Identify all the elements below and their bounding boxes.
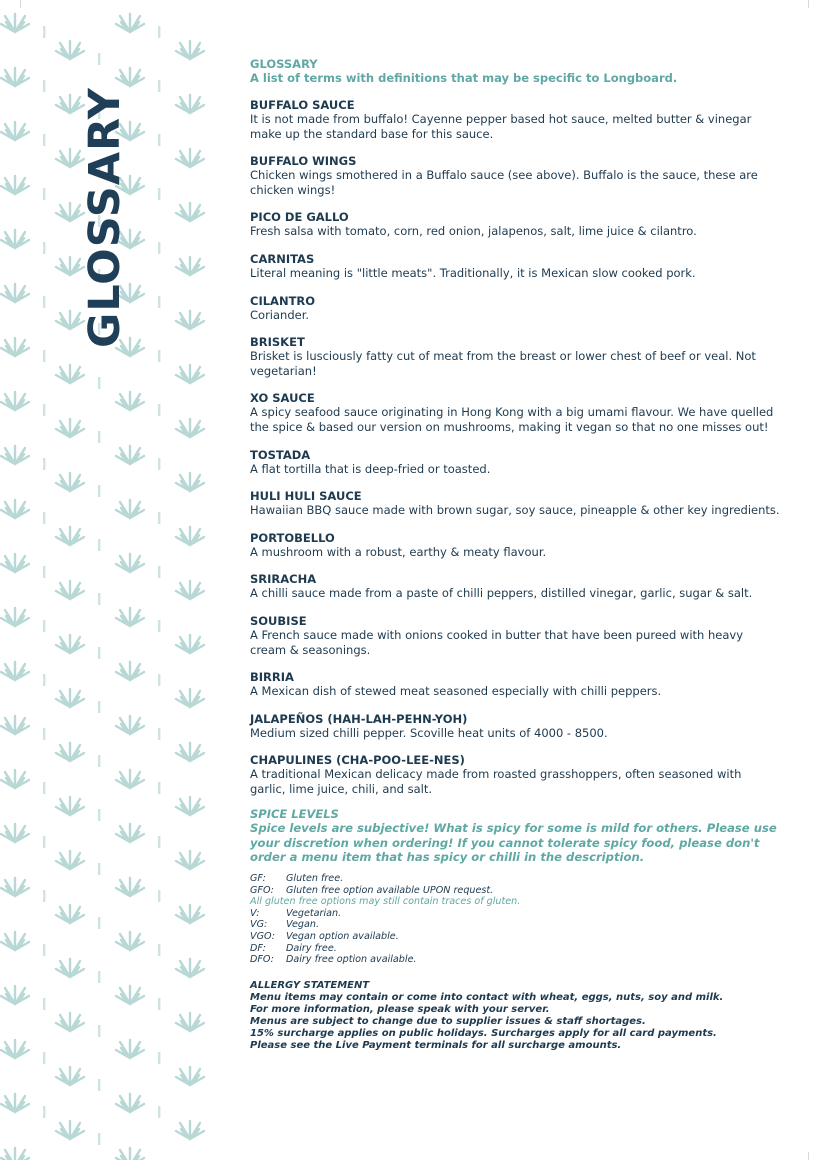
leaf-motif (1, 878, 29, 896)
leaf-motif (56, 905, 84, 923)
leaf-motif (1, 1040, 29, 1058)
crop-mark (808, 1152, 809, 1160)
leaf-motif (56, 365, 84, 383)
leaf-motif (176, 635, 204, 653)
stem-motif (158, 890, 160, 902)
term-name: BUFFALO WINGS (250, 154, 357, 169)
stem-motif (158, 26, 160, 38)
stem-motif (158, 80, 160, 92)
leaf-motif (176, 419, 204, 437)
stem-motif (158, 296, 160, 308)
leaf-motif (56, 959, 84, 977)
leaf-motif (116, 662, 144, 680)
stem-motif (43, 998, 45, 1010)
stem-motif (158, 404, 160, 416)
term-sriracha (250, 572, 780, 601)
leaf-motif (176, 581, 204, 599)
term-definition: Brisket is lusciously fatty cut of meat from the breast or lower chest of beef or veal. Not vegetarian! (250, 349, 756, 378)
leaf-motif (56, 851, 84, 869)
leaf-motif (1, 932, 29, 950)
term-definition: A mushroom with a robust, earthy & meaty flavour. (250, 544, 547, 559)
gluten-note: All gluten free options may still contain traces of gluten. (250, 896, 521, 908)
code-key: V: (250, 907, 260, 919)
term-portobello (250, 531, 780, 560)
code-key: GF: (250, 872, 266, 884)
stem-motif (43, 80, 45, 92)
stem-motif (158, 566, 160, 578)
term-pico-de-gallo (250, 210, 780, 239)
code-row-dfo (250, 954, 780, 966)
glossary-heading: GLOSSARY (250, 57, 318, 71)
stem-motif (98, 863, 100, 875)
term-definition: A chilli sauce made from a paste of chilli peppers, distilled vinegar, garlic, sugar & salt. (250, 586, 753, 601)
leaf-motif (176, 959, 204, 977)
stem-motif (43, 782, 45, 794)
stem-motif (158, 134, 160, 146)
leaf-motif (56, 527, 84, 545)
stem-motif (43, 296, 45, 308)
term-carnitas (250, 252, 780, 281)
leaf-motif (116, 878, 144, 896)
stem-motif (43, 890, 45, 902)
code-key: VGO: (250, 930, 275, 942)
code-text: Vegan option available. (286, 930, 399, 942)
stem-motif (158, 188, 160, 200)
stem-motif (43, 404, 45, 416)
leaf-motif (176, 797, 204, 815)
stem-motif (98, 431, 100, 443)
term-name: HULI HULI SAUCE (250, 489, 362, 504)
stem-motif (43, 1106, 45, 1118)
leaf-motif (1, 770, 29, 788)
term-definition: A traditional Mexican delicacy made from roasted grasshoppers, often seasoned with garlic, lime juice, chili, and salt. (250, 767, 742, 796)
stem-motif (158, 836, 160, 848)
stem-motif (158, 1106, 160, 1118)
leaf-motif (1, 338, 29, 356)
term-huli-huli-sauce (250, 489, 780, 518)
code-key: DF: (250, 942, 266, 954)
term-chapulines (250, 753, 780, 796)
leaf-motif (1, 14, 29, 32)
term-buffalo-wings (250, 154, 780, 197)
leaf-motif (1, 446, 29, 464)
stem-motif (98, 539, 100, 551)
leaf-motif (56, 1121, 84, 1139)
leaf-motif (1, 230, 29, 248)
stem-motif (43, 188, 45, 200)
spice-levels-text: Spice levels are subjective! What is spicy for some is mild for others. Please use your discretion when ordering! If you cannot tolerate spicy food, please don't order a menu item that has spicy or chilli in the description. (250, 821, 777, 865)
term-brisket (250, 335, 780, 378)
leaf-motif (116, 1040, 144, 1058)
term-name: CILANTRO (250, 293, 316, 308)
stem-motif (98, 647, 100, 659)
leaf-motif (116, 824, 144, 842)
leaf-motif (1, 824, 29, 842)
crop-mark (808, 0, 809, 8)
leaf-motif (176, 743, 204, 761)
stem-motif (43, 1052, 45, 1064)
term-name: SRIRACHA (250, 572, 317, 587)
code-text: Vegetarian. (286, 907, 342, 919)
term-name: CARNITAS (250, 251, 315, 266)
leaf-motif (176, 851, 204, 869)
code-text: Dairy free option available. (286, 954, 417, 966)
leaf-motif (116, 392, 144, 410)
leaf-motif (1, 1094, 29, 1112)
dietary-codes (250, 873, 780, 966)
leaf-motif (1, 1148, 29, 1160)
stem-motif (43, 728, 45, 740)
leaf-motif (116, 716, 144, 734)
stem-motif (158, 242, 160, 254)
leaf-motif (176, 95, 204, 113)
leaf-motif (56, 797, 84, 815)
term-soubise (250, 614, 780, 657)
leaf-motif (116, 554, 144, 572)
term-jalapenos (250, 712, 780, 741)
term-name: XO SAUCE (250, 391, 315, 406)
leaf-motif (1, 716, 29, 734)
stem-motif (158, 512, 160, 524)
leaf-motif (1, 284, 29, 302)
leaf-motif (1, 608, 29, 626)
stem-motif (158, 998, 160, 1010)
term-definition: Medium sized chilli pepper. Scoville heat units of 4000 - 8500. (250, 725, 608, 740)
term-name: CHAPULINES (CHA-POO-LEE-NES) (250, 753, 465, 768)
leaf-motif (176, 473, 204, 491)
term-name: JALAPEÑOS (HAH-LAH-PEHN-YOH) (250, 711, 468, 726)
leaf-motif (116, 446, 144, 464)
leaf-motif (176, 1013, 204, 1031)
allergy-line: Menu items may contain or come into contact with wheat, eggs, nuts, soy and milk. (250, 991, 724, 1003)
term-name: BRISKET (250, 335, 305, 350)
term-name: PICO DE GALLO (250, 210, 349, 225)
leaf-motif (116, 932, 144, 950)
vertical-glossary-title (80, 87, 130, 350)
stem-motif (98, 971, 100, 983)
term-name: TOSTADA (250, 447, 311, 462)
leaf-motif (116, 500, 144, 518)
code-text: Dairy free. (286, 942, 337, 954)
leaf-motif (176, 1067, 204, 1085)
stem-motif (158, 674, 160, 686)
term-definition: It is not made from buffalo! Cayenne pepper based hot sauce, melted butter & vinegar make up the standard base for this sauce. (250, 112, 752, 141)
stem-motif (43, 674, 45, 686)
code-row-v (250, 908, 780, 920)
term-definition: A Mexican dish of stewed meat seasoned especially with chilli peppers. (250, 684, 662, 699)
allergy-line: Please see the Live Payment terminals for all surcharge amounts. (250, 1039, 622, 1051)
term-cilantro (250, 294, 780, 323)
glossary-content (250, 57, 780, 1052)
crop-mark (20, 0, 21, 8)
stem-motif (158, 728, 160, 740)
code-text: Vegan. (286, 919, 320, 931)
stem-motif (98, 53, 100, 65)
allergy-statement (250, 980, 780, 1052)
term-definition: Fresh salsa with tomato, corn, red onion, jalapenos, salt, lime juice & cilantro. (250, 224, 697, 239)
term-definition: Literal meaning is "little meats". Traditionally, it is Mexican slow cooked pork. (250, 265, 696, 280)
term-tostada (250, 448, 780, 477)
leaf-motif (56, 473, 84, 491)
stem-motif (98, 701, 100, 713)
leaf-motif (116, 1148, 144, 1160)
leaf-motif (1, 554, 29, 572)
leaf-motif (1, 986, 29, 1004)
stem-motif (158, 458, 160, 470)
leaf-motif (116, 1094, 144, 1112)
leaf-motif (56, 419, 84, 437)
stem-motif (158, 1052, 160, 1064)
leaf-motif (1, 122, 29, 140)
stem-motif (158, 782, 160, 794)
leaf-motif (56, 1067, 84, 1085)
leaf-motif (1, 500, 29, 518)
code-row-gf (250, 873, 780, 885)
stem-motif (43, 836, 45, 848)
term-definition: Hawaiian BBQ sauce made with brown sugar, soy sauce, pineapple & other key ingredients. (250, 503, 780, 518)
code-row-vgo (250, 931, 780, 943)
leaf-motif (176, 365, 204, 383)
allergy-line: For more information, please speak with your server. (250, 1003, 550, 1015)
leaf-motif (116, 986, 144, 1004)
stem-motif (98, 917, 100, 929)
code-row-gfo (250, 885, 780, 897)
spice-levels-title: SPICE LEVELS (250, 807, 339, 822)
stem-motif (98, 377, 100, 389)
code-text: Gluten free option available UPON request. (286, 884, 494, 896)
code-key: GFO: (250, 884, 274, 896)
allergy-title: ALLERGY STATEMENT (250, 979, 370, 991)
leaf-motif (176, 149, 204, 167)
term-definition: A French sauce made with onions cooked in butter that have been pureed with heavy cream & seasonings. (250, 627, 744, 657)
leaf-motif (116, 608, 144, 626)
stem-motif (98, 485, 100, 497)
leaf-motif (56, 743, 84, 761)
leaf-motif (176, 311, 204, 329)
stem-motif (43, 566, 45, 578)
leaf-motif (56, 581, 84, 599)
leaf-motif (1, 68, 29, 86)
stem-motif (98, 593, 100, 605)
stem-motif (43, 134, 45, 146)
code-row-vg (250, 919, 780, 931)
stem-motif (43, 512, 45, 524)
term-buffalo-sauce (250, 98, 780, 141)
leaf-motif (176, 257, 204, 275)
stem-motif (98, 1079, 100, 1091)
stem-motif (158, 944, 160, 956)
leaf-motif (176, 689, 204, 707)
allergy-line: Menus are subject to change due to supplier issues & staff shortages. (250, 1015, 646, 1027)
term-definition: A spicy seafood sauce originating in Hong Kong with a big umami flavour. We have quelled the spice & based our version on mushrooms, making it vegan so that no one misses out! (250, 405, 774, 434)
sidebar-title: GLOSSARY (80, 87, 130, 348)
term-name: PORTOBELLO (250, 530, 335, 545)
term-name: BIRRIA (250, 670, 294, 685)
leaf-motif (176, 905, 204, 923)
stem-motif (98, 809, 100, 821)
leaf-motif (176, 1121, 204, 1139)
leaf-motif (116, 770, 144, 788)
term-definition: Coriander. (250, 307, 310, 322)
code-key: DFO: (250, 954, 274, 966)
stem-motif (158, 620, 160, 632)
stem-motif (43, 26, 45, 38)
term-definition: A flat tortilla that is deep-fried or toasted. (250, 461, 491, 476)
code-row-df (250, 943, 780, 955)
leaf-motif (1, 662, 29, 680)
term-xo-sauce (250, 391, 780, 434)
leaf-motif (56, 41, 84, 59)
leaf-motif (56, 1013, 84, 1031)
stem-motif (98, 1133, 100, 1145)
code-text: Gluten free. (286, 872, 344, 884)
stem-motif (43, 944, 45, 956)
term-birria (250, 670, 780, 699)
stem-motif (43, 242, 45, 254)
leaf-motif (1, 176, 29, 194)
term-name: BUFFALO SAUCE (250, 98, 355, 112)
stem-motif (158, 350, 160, 362)
leaf-motif (176, 203, 204, 221)
leaf-motif (116, 68, 144, 86)
stem-motif (43, 620, 45, 632)
code-key: VG: (250, 919, 268, 931)
stem-motif (43, 458, 45, 470)
leaf-motif (176, 527, 204, 545)
leaf-motif (1, 392, 29, 410)
leaf-motif (116, 14, 144, 32)
leaf-motif (56, 689, 84, 707)
term-definition: Chicken wings smothered in a Buffalo sauce (see above). Buffalo is the sauce, these are chicken wings! (250, 168, 758, 197)
term-name: SOUBISE (250, 613, 307, 628)
allergy-line: 15% surcharge applies on public holidays. Surcharges apply for all card payments. (250, 1027, 717, 1039)
leaf-motif (176, 41, 204, 59)
stem-motif (98, 1025, 100, 1037)
stem-motif (43, 350, 45, 362)
leaf-motif (56, 635, 84, 653)
glossary-subheading: A list of terms with definitions that may be specific to Longboard. (250, 71, 678, 85)
stem-motif (98, 755, 100, 767)
